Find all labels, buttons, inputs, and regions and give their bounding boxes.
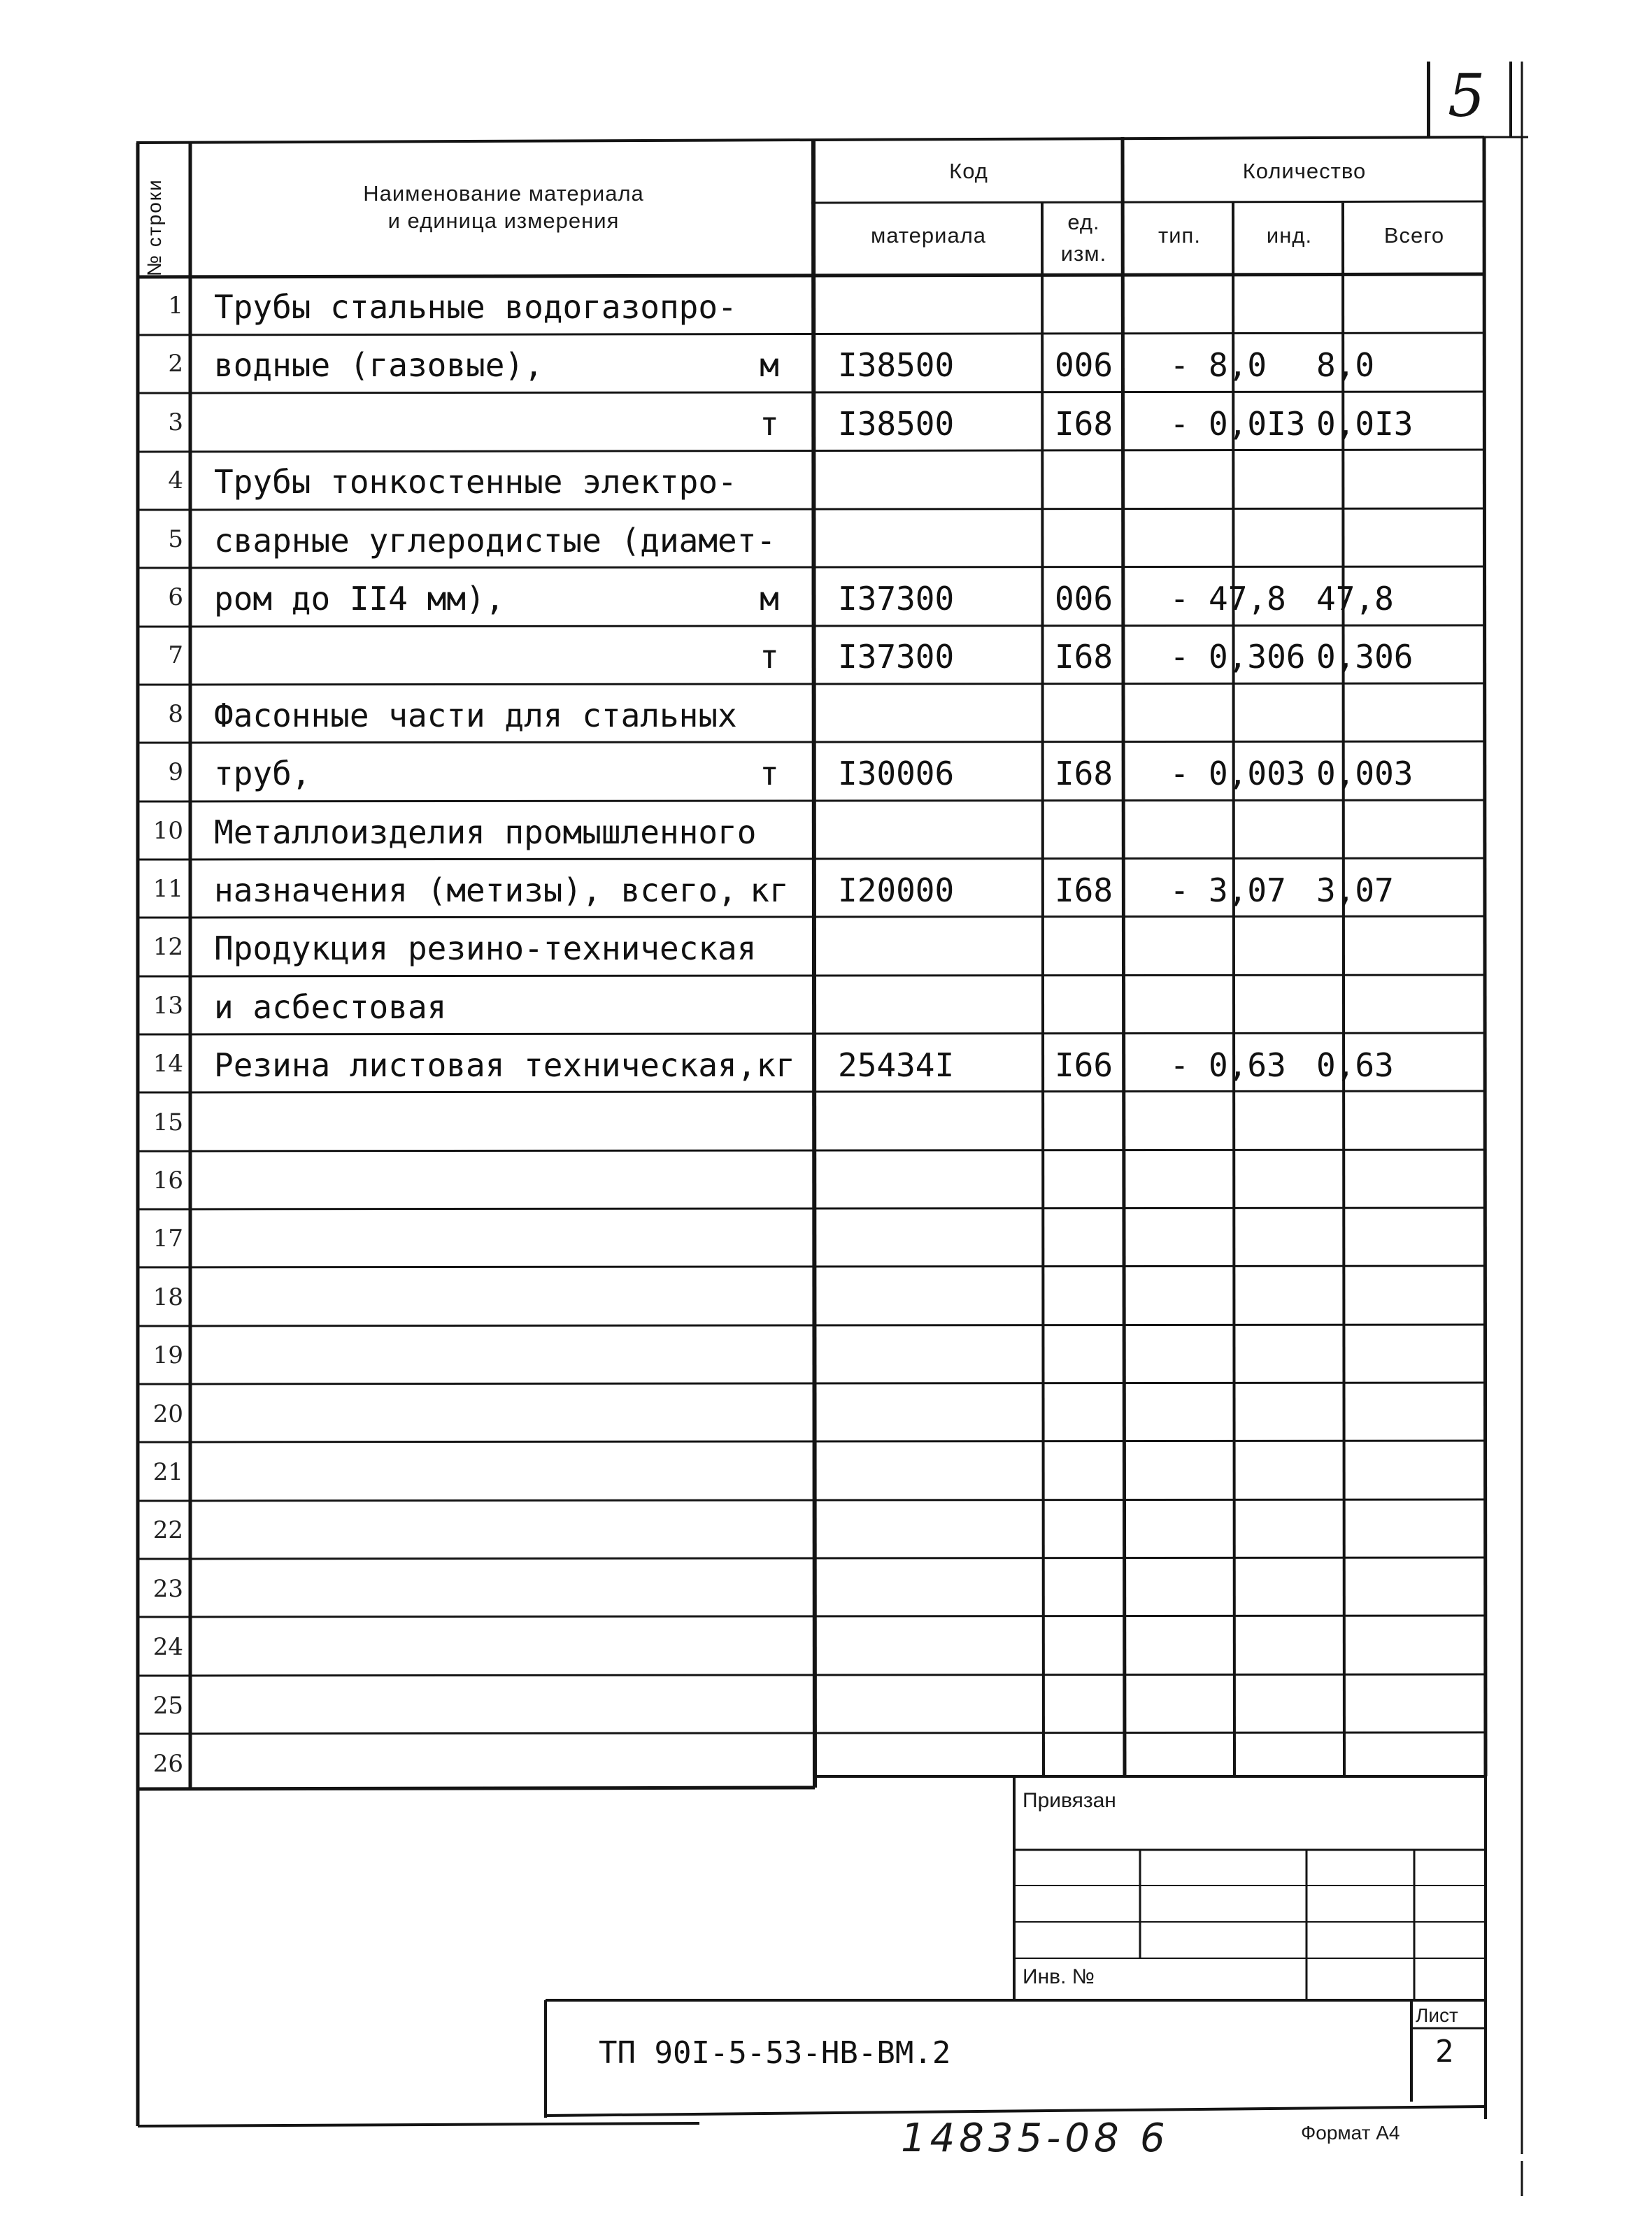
row-6-n: 6 — [168, 583, 183, 611]
row-21-n: 21 — [152, 1458, 183, 1486]
row-11-unit: кг — [750, 871, 789, 909]
row-3-typ: - — [1169, 404, 1190, 443]
row-18-n: 18 — [152, 1283, 183, 1311]
row-3-unit: т — [760, 404, 779, 443]
row-9-ind: 0,003 — [1209, 755, 1306, 793]
row-7-code: I37300 — [838, 638, 955, 676]
row-12-name: Продукция резино-техническая — [214, 929, 757, 968]
code-material-header: материала — [870, 223, 987, 248]
row-2-code: I38500 — [838, 346, 955, 385]
qty-ind-header: инд. — [1266, 223, 1313, 248]
sheet-corner-number: 5 — [1448, 62, 1486, 130]
row-25-n: 25 — [152, 1691, 183, 1720]
row-9-code: I30006 — [838, 755, 955, 793]
row-10-name: Металлоизделия промышленного — [214, 813, 757, 851]
row-26-n: 26 — [152, 1750, 183, 1778]
row-11-code: I20000 — [838, 871, 955, 909]
row-9-typ: - — [1169, 755, 1190, 793]
row-8-n: 8 — [168, 699, 183, 728]
material-name-header: Наименование материала и единица измерения — [363, 181, 644, 233]
row-6-typ: - — [1169, 580, 1190, 618]
row-11-ind: 3,07 — [1209, 871, 1286, 909]
row-8-name: Фасонные части для стальных — [214, 696, 737, 734]
row-6-total: 47,8 — [1316, 580, 1394, 618]
row-4-n: 4 — [168, 466, 183, 495]
row-1-name: Трубы стальные водогазопро- — [214, 288, 737, 326]
row-11-typ: - — [1169, 871, 1190, 909]
quantity-group-header: Количество — [1242, 159, 1367, 183]
row-2-unit: м — [760, 346, 779, 385]
bound-label: Привязан — [1023, 1789, 1116, 1812]
row-14-code: 25434I — [838, 1046, 955, 1085]
row-3-total: 0,0I3 — [1316, 404, 1414, 443]
row-7-total: 0,306 — [1316, 638, 1414, 676]
row-5-name: сварные углеродистые (диамет- — [214, 521, 776, 559]
row-9-name: труб, — [214, 755, 311, 793]
row-7-unit: т — [760, 638, 779, 676]
row-2-total: 8,0 — [1316, 346, 1375, 385]
row-16-n: 16 — [152, 1167, 183, 1195]
row-19-n: 19 — [152, 1341, 183, 1370]
row-6-name: ром до II4 мм), — [214, 580, 505, 618]
row-13-n: 13 — [152, 991, 183, 1020]
row-23-n: 23 — [152, 1574, 183, 1603]
row-2-ucode: 006 — [1054, 346, 1113, 385]
document-designation: ТП 90I-5-53-НВ-ВМ.2 — [599, 2035, 951, 2071]
row-14-typ: - — [1169, 1046, 1190, 1085]
row-7-ucode: I68 — [1054, 638, 1113, 676]
row-9-total: 0,003 — [1316, 755, 1414, 793]
row-22-n: 22 — [152, 1516, 183, 1545]
row-number-header: № строки — [143, 178, 165, 276]
row-5-n: 5 — [168, 525, 183, 553]
row-11-name: назначения (метизы), всего, — [214, 871, 737, 909]
handwritten-copy-number: 6 — [1140, 2116, 1169, 2161]
row-7-n: 7 — [168, 641, 183, 670]
row-6-code: I37300 — [838, 580, 955, 618]
row-11-n: 11 — [152, 875, 183, 903]
row-7-typ: - — [1169, 638, 1190, 676]
row-6-ind: 47,8 — [1209, 580, 1286, 618]
row-6-unit: м — [760, 580, 779, 618]
row-2-typ: - — [1169, 346, 1190, 385]
row-2-name: водные (газовые), — [214, 346, 543, 385]
row-14-ind: 0,63 — [1209, 1046, 1286, 1085]
qty-typ-header: тип. — [1158, 223, 1201, 248]
row-2-n: 2 — [168, 350, 183, 378]
row-14-name: Резина листовая техническая,кг — [214, 1046, 795, 1085]
row-3-n: 3 — [168, 408, 183, 436]
row-20-n: 20 — [152, 1399, 183, 1428]
row-11-total: 3,07 — [1316, 871, 1394, 909]
row-24-n: 24 — [152, 1633, 183, 1662]
format-label: Формат А4 — [1301, 2122, 1400, 2144]
code-group-header: Код — [949, 159, 988, 183]
row-17-n: 17 — [152, 1225, 183, 1253]
row-13-name: и асбестовая — [214, 988, 447, 1026]
code-unit-header: ед. изм. — [1060, 210, 1107, 266]
row-15-n: 15 — [152, 1108, 183, 1136]
row-7-ind: 0,306 — [1209, 638, 1306, 676]
row-3-ind: 0,0I3 — [1209, 404, 1306, 443]
row-2-ind: 8,0 — [1209, 346, 1267, 385]
inventory-label: Инв. № — [1023, 1965, 1095, 1988]
sheet-label: Лист — [1416, 2004, 1458, 2026]
row-14-ucode: I66 — [1054, 1046, 1113, 1085]
row-10-n: 10 — [152, 816, 183, 845]
row-6-ucode: 006 — [1054, 580, 1113, 618]
row-14-n: 14 — [152, 1050, 183, 1078]
row-11-ucode: I68 — [1054, 871, 1113, 909]
row-3-code: I38500 — [838, 404, 955, 443]
row-14-total: 0,63 — [1316, 1046, 1394, 1085]
handwritten-number: 14835-08 — [901, 2116, 1123, 2161]
row-1-n: 1 — [168, 292, 183, 320]
row-3-ucode: I68 — [1054, 404, 1113, 443]
qty-total-header: Всего — [1383, 223, 1445, 248]
row-9-ucode: I68 — [1054, 755, 1113, 793]
row-4-name: Трубы тонкостенные электро- — [214, 463, 737, 501]
row-9-n: 9 — [168, 758, 183, 787]
row-12-n: 12 — [152, 933, 183, 962]
sheet-number: 2 — [1435, 2034, 1454, 2069]
row-9-unit: т — [760, 755, 779, 793]
